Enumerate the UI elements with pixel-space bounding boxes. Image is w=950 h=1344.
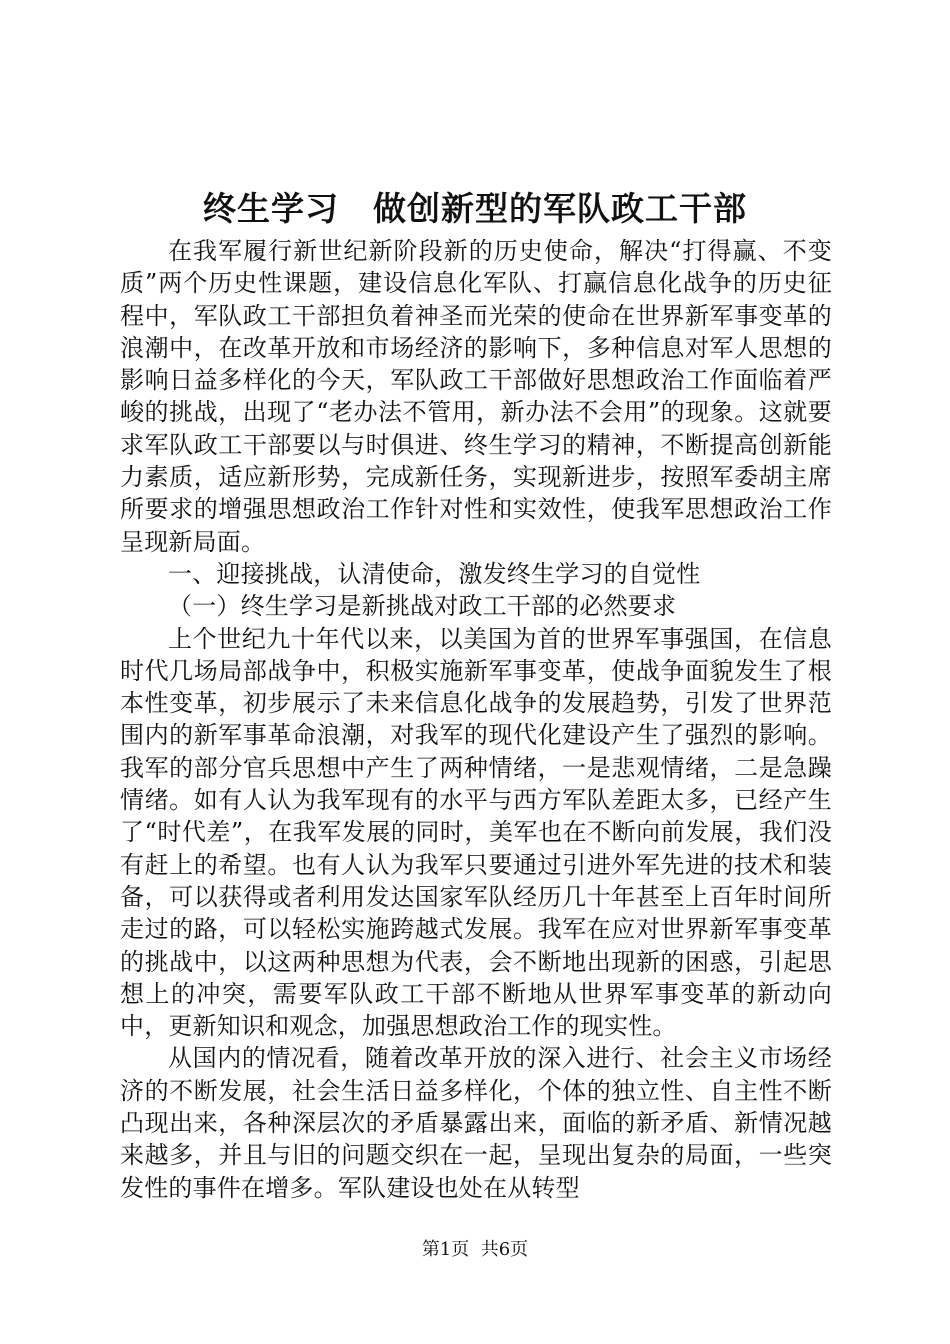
document-title: 终生学习 做创新型的军队政工干部 <box>203 189 747 228</box>
paragraph-domestic: 从国内的情况看，随着改革开放的深入进行、社会主义市场经济的不断发展，社会生活日益多样化，个体的独立性、自主性不断凸现出来，各种深层次的矛盾暴露出来，面临的新矛盾、新情况越来越多，并且与旧的问题交织在一起，呈现出复杂的局面，一些突发性的事件在增多。军队建设也处在从转型 <box>120 1044 832 1202</box>
page-total: 共6页 <box>480 1239 529 1260</box>
paragraph-intro: 在我军履行新世纪新阶段新的历史使命，解决“打得赢、不变质”两个历史性课题，建设信息化军队、打赢信息化战争的历史征程中，军队政工干部担负着神圣而光荣的使命在世界新军事变革的浪潮中，在改革开放和市场经济的影响下，多种信息对军人思想的影响日益多样化的今天，军队政工干部做好思想政治工作面临着严峻的挑战，出现了“老办法不管用，新办法不会用”的现象。这就要求军队政工干部要以与时俱进、终生学习的精神，不断提高创新能力素质，适应新形势，完成新任务，实现新进步，按照军委胡主席所要求的增强思想政治工作针对性和实效性，使我军思想政治工作呈现新局面。 <box>120 237 832 556</box>
paragraph-international: 上个世纪九十年代以来，以美国为首的世界军事强国，在信息时代几场局部战争中，积极实施新军事变革，使战争面貌发生了根本性变革，初步展示了未来信息化战争的发展趋势，引发了世界范围内的新军事革命浪潮，对我军的现代化建设产生了强烈的影响。我军的部分官兵思想中产生了两种情绪，一是悲观情绪，二是急躁情绪。如有人认为我军现有的水平与西方军队差距太多，已经产生了“时代差”，在我军发展的同时，美军也在不断向前发展，我们没有赶上的希望。也有人认为我军只要通过引进外军先进的技术和装备，可以获得或者利用发达国家军队经历几十年甚至上百年时间所走过的路，可以轻松实施跨越式发展。我军在应对世界新军事变革的挑战中，以这两种思想为代表，会不断地出现新的困惑，引起思想上的冲突，需要军队政工干部不断地从世界军事变革的新动向中，更新知识和观念，加强思想政治工作的现实性。 <box>120 624 832 1041</box>
page-number: 第1页 <box>421 1239 470 1260</box>
document-body <box>120 235 832 1204</box>
page-footer <box>0 1238 950 1262</box>
subsection-heading-1: （一）终生学习是新挑战对政工干部的必然要求 <box>168 592 677 621</box>
section-heading-1: 一、迎接挑战，认清使命，激发终生学习的自觉性 <box>168 559 701 588</box>
